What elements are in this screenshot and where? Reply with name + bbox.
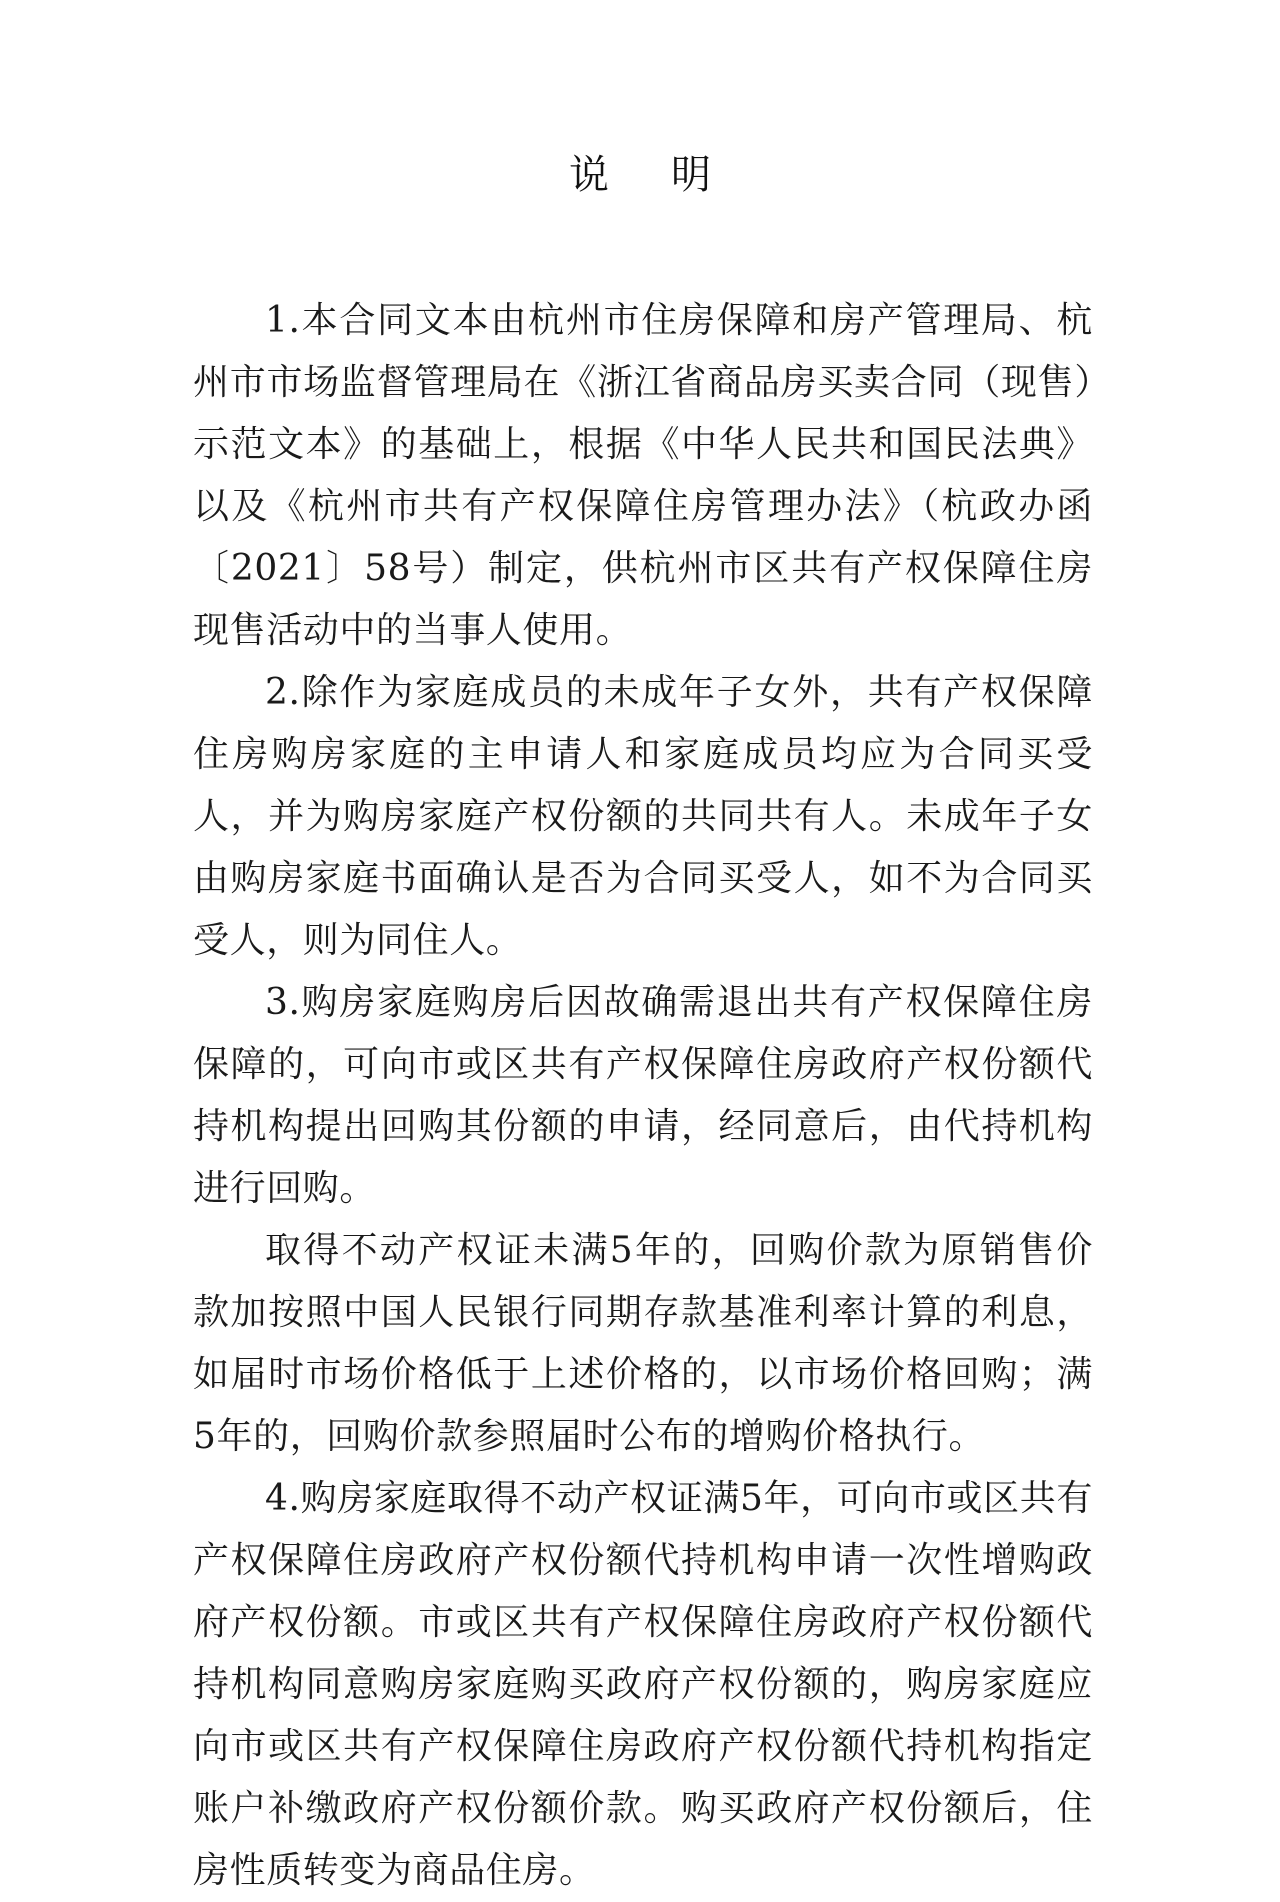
document-body [193, 290, 1093, 1902]
page-title [0, 145, 1280, 205]
title-char-1: 说 [569, 152, 609, 198]
paragraph-3-buyback-price: 取得不动产权证未满5年的，回购价款为原销售价款加按照中国人民银行同期存款基准利率计算的利息，如届时市场价格低于上述价格的，以市场价格回购；满5年的，回购价款参照届时公布的增购价格执行。 [193, 1230, 1093, 1457]
paragraph-4-share-purchase: 4.购房家庭取得不动产权证满5年，可向市或区共有产权保障住房政府产权份额代持机构申请一次性增购政府产权份额。市或区共有产权保障住房政府产权份额代持机构同意购房家庭购买政府产权份额的，购房家庭应向市或区共有产权保障住房政府产权份额代持机构指定账户补缴政府产权份额价款。购买政府产权份额后，住房性质转变为商品住房。 [193, 1478, 1093, 1891]
paragraph-2-buyers: 2.除作为家庭成员的未成年子女外，共有产权保障住房购房家庭的主申请人和家庭成员均应为合同买受人，并为购房家庭产权份额的共同共有人。未成年子女由购房家庭书面确认是否为合同买受人，如不为合同买受人，则为同住人。 [193, 672, 1093, 961]
title-char-2: 明 [671, 152, 711, 198]
paragraph-3-exit-buyback: 3.购房家庭购房后因故确需退出共有产权保障住房保障的，可向市或区共有产权保障住房政府产权份额代持机构提出回购其份额的申请，经同意后，由代持机构进行回购。 [193, 982, 1093, 1209]
paragraph-1-contract-source: 1.本合同文本由杭州市住房保障和房产管理局、杭州市市场监督管理局在《浙江省商品房买卖合同（现售）示范文本》的基础上，根据《中华人民共和国民法典》以及《杭州市共有产权保障住房管理办法》（杭政办函〔2021〕58号）制定，供杭州市区共有产权保障住房现售活动中的当事人使用。 [193, 300, 1093, 651]
